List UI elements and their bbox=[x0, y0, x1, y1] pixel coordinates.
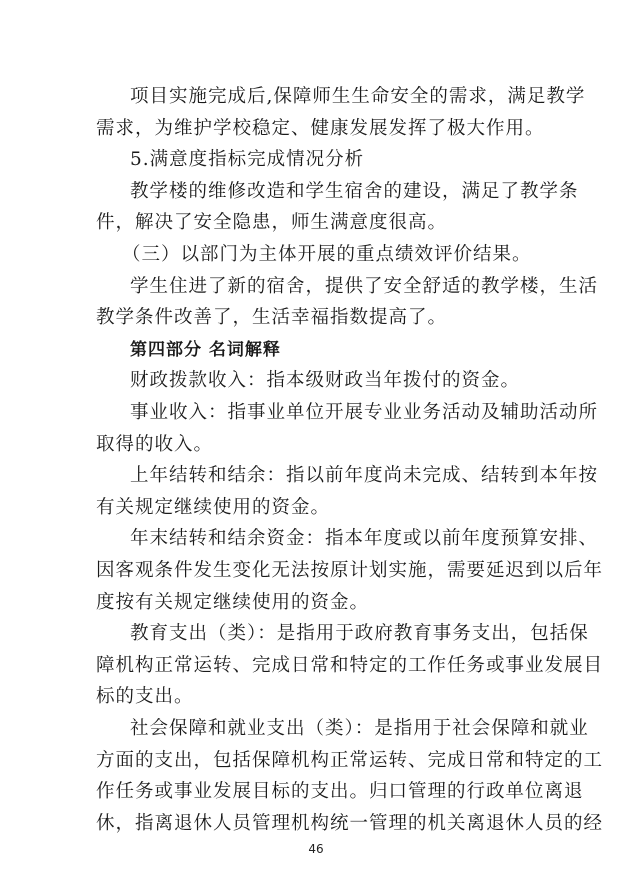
text-line: 社会保障和就业支出（类）：是指用于社会保障和就业 bbox=[130, 718, 589, 739]
text-line: 休，指离退休人员管理机构统一管理的机关离退休人员的经 bbox=[96, 812, 604, 834]
section-subheading: （三）以部门为主体开展的重点绩效评价结果。 bbox=[122, 244, 532, 265]
text-line: 障机构正常运转、完成日常和特定的工作任务或事业发展目 bbox=[96, 654, 604, 676]
section-subheading: 5.满意度指标完成情况分析 bbox=[130, 149, 365, 171]
text-line: 因客观条件发生变化无法按原计划实施，需要延迟到以后年 bbox=[96, 560, 604, 581]
text-line: 财政拨款收入：指本级财政当年拨付的资金。 bbox=[130, 370, 521, 392]
text-line: 方面的支出，包括保障机构正常运转、完成日常和特定的工 bbox=[96, 749, 604, 771]
text-line: 件，解决了安全隐患，师生满意度很高。 bbox=[96, 212, 448, 234]
text-line: 取得的收入。 bbox=[96, 433, 214, 455]
text-line: 学生住进了新的宿舍，提供了安全舒适的教学楼，生活 bbox=[130, 275, 599, 297]
text-line: 需求，为维护学校稳定、健康发展发挥了极大作用。 bbox=[96, 117, 545, 139]
part-heading: 第四部分 名词解释 bbox=[130, 339, 281, 360]
text-line: 教育支出（类）：是指用于政府教育事务支出，包括保 bbox=[130, 623, 589, 645]
text-line: 年末结转和结余资金：指本年度或以前年度预算安排、 bbox=[130, 528, 599, 550]
text-line: 标的支出。 bbox=[96, 686, 194, 708]
text-line: 有关规定继续使用的资金。 bbox=[96, 496, 331, 518]
text-line: 作任务或事业发展目标的支出。归口管理的行政单位离退 bbox=[96, 781, 584, 803]
text-line: 项目实施完成后,保障师生生命安全的需求，满足教学 bbox=[130, 86, 586, 107]
page-number: 46 bbox=[308, 842, 324, 856]
text-line: 上年结转和结余：指以前年度尚未完成、结转到本年按 bbox=[130, 465, 599, 487]
text-line: 教学条件改善了，生活幸福指数提高了。 bbox=[96, 307, 448, 329]
text-line: 教学楼的维修改造和学生宿舍的建设，满足了教学条 bbox=[130, 180, 579, 202]
text-line: 事业收入：指事业单位开展专业业务活动及辅助活动所 bbox=[130, 402, 599, 423]
text-line: 度按有关规定继续使用的资金。 bbox=[96, 591, 370, 613]
